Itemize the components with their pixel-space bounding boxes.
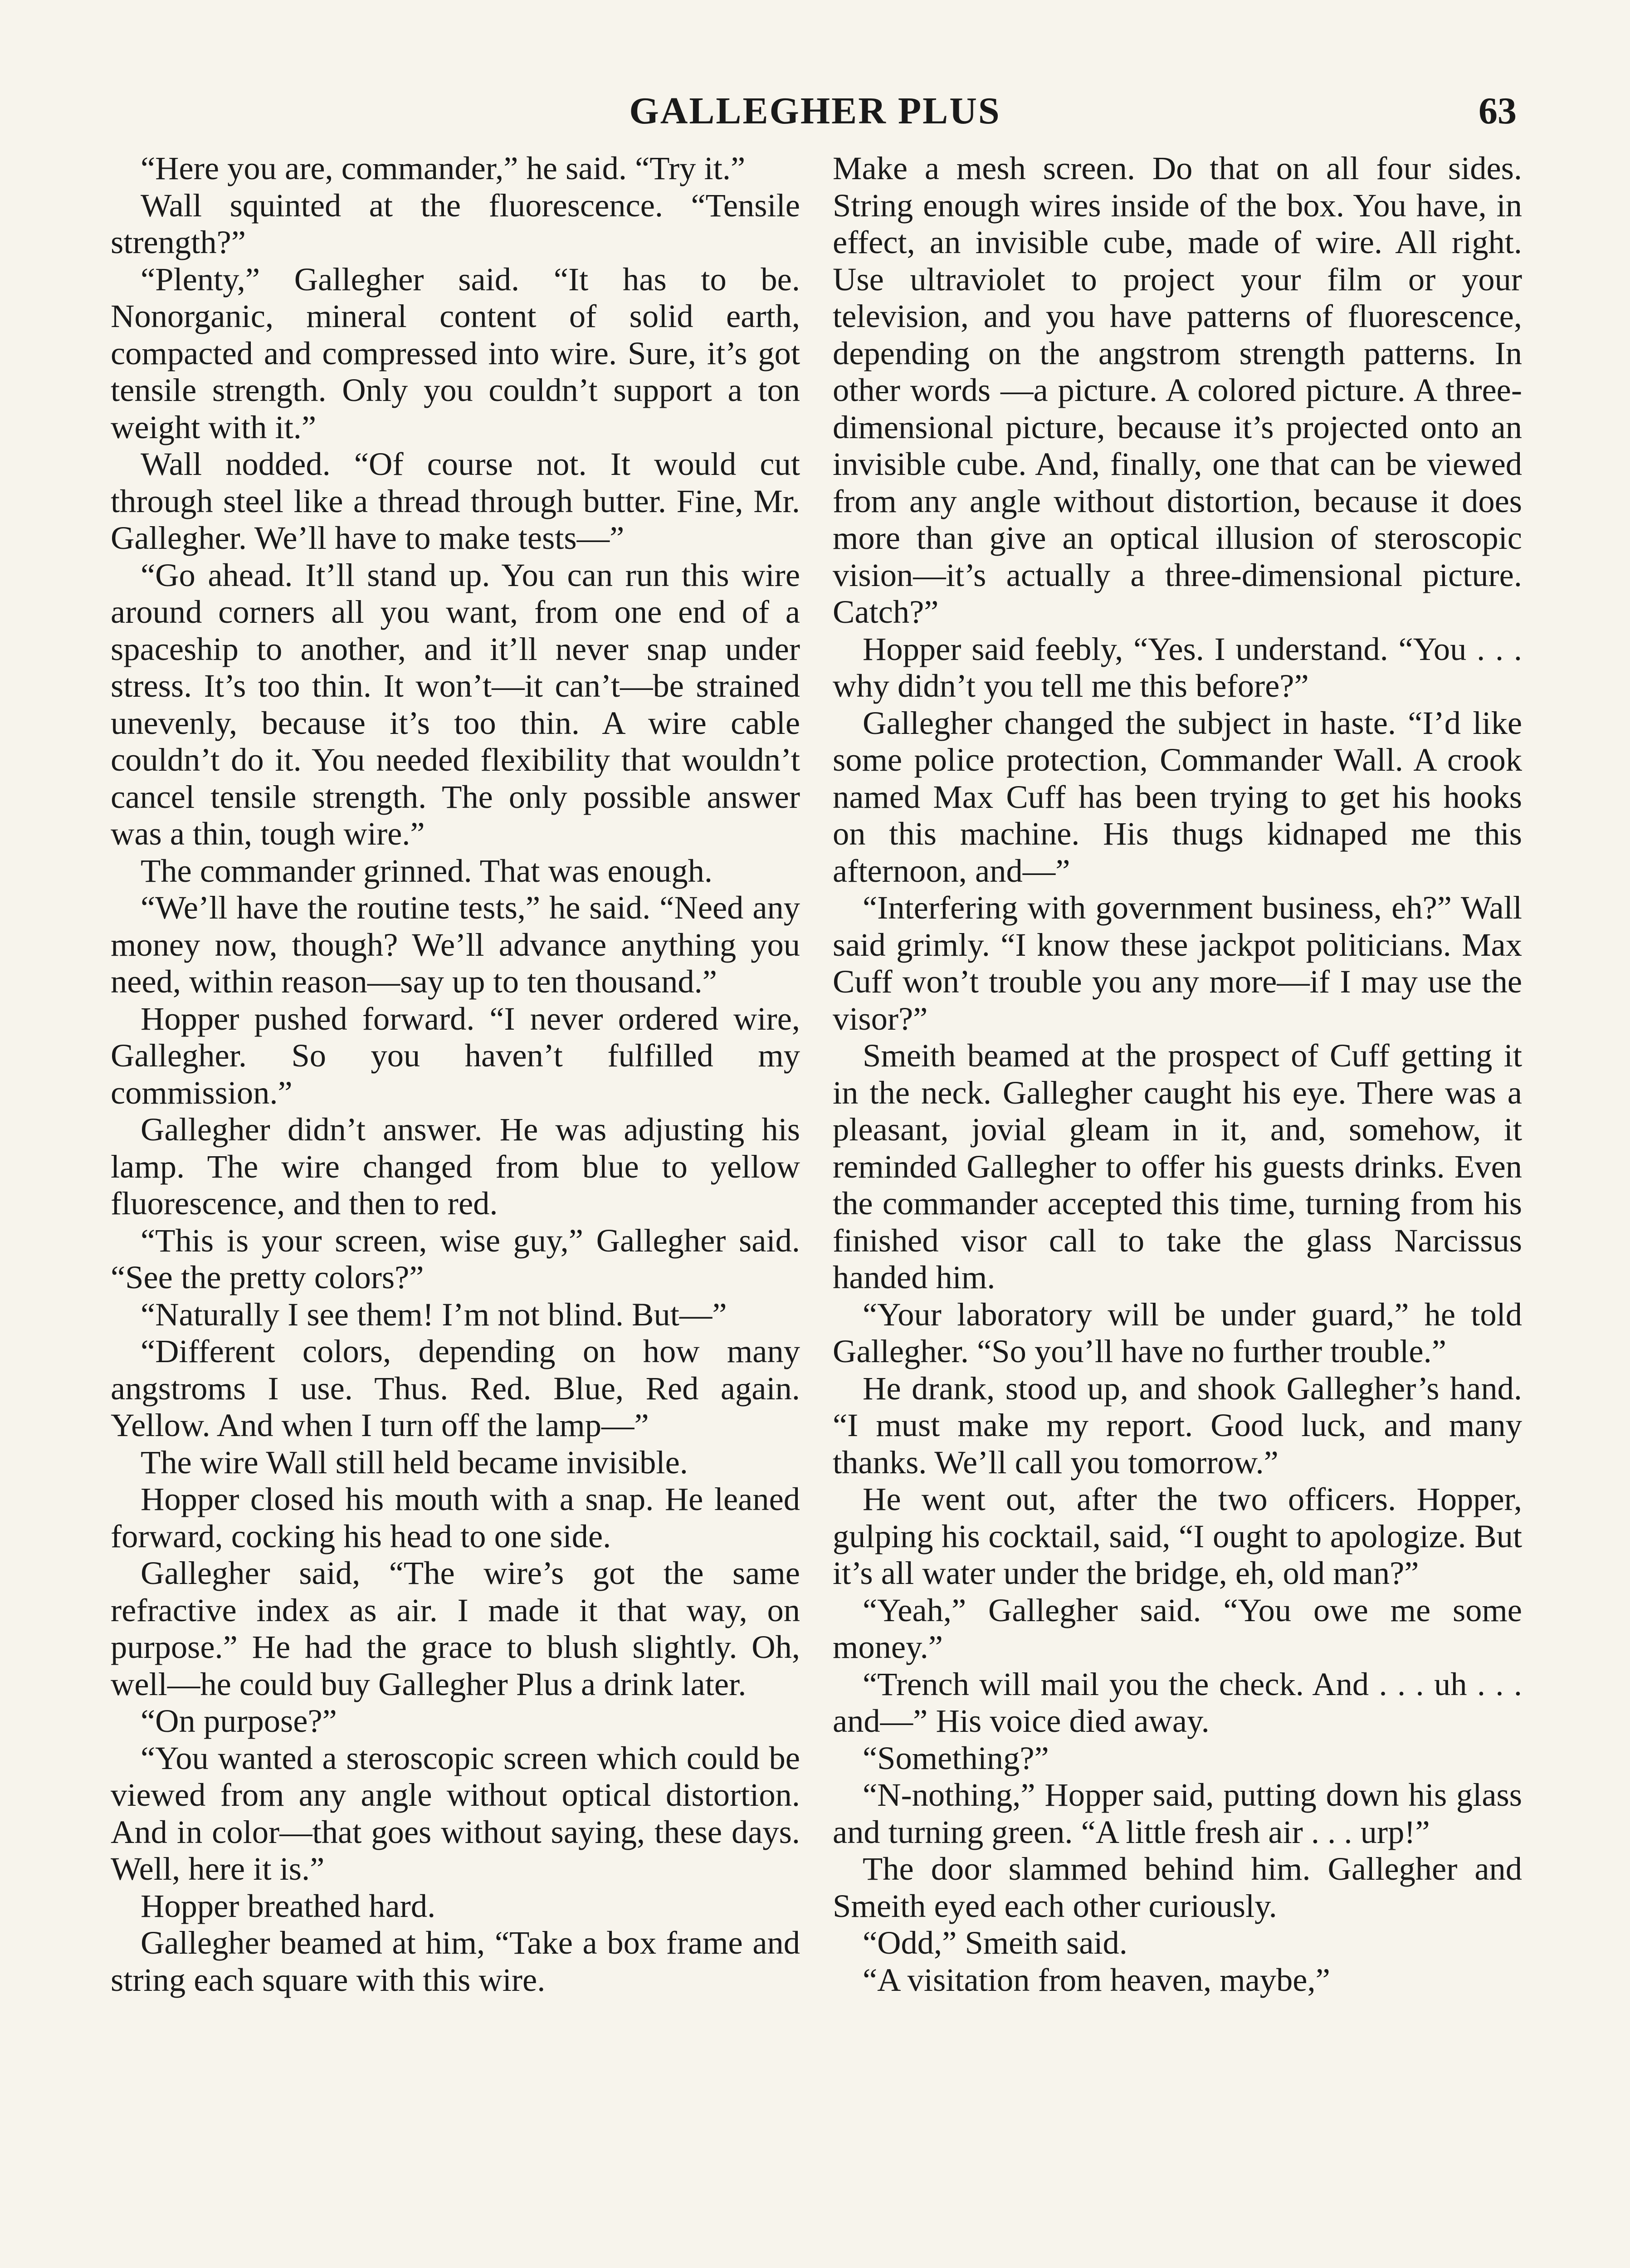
- left-column: [111, 150, 800, 1998]
- running-title: GALLEGHER PLUS: [629, 90, 1001, 132]
- paragraph: “Your laboratory will be under guard,” he told Gallegher. “So you’ll have no further trouble.”: [833, 1295, 1522, 1369]
- paragraph: Gallegher beamed at him, “Take a box frame and string each square with this wire.: [111, 1924, 800, 1998]
- paragraph: He drank, stood up, and shook Gallegher’s hand. “I must make my report. Good luck, and many thanks. We’ll call you tomorrow.”: [833, 1369, 1522, 1481]
- right-column: [833, 150, 1522, 1998]
- paragraph: The wire Wall still held became invisible.: [141, 1443, 688, 1481]
- page-number: 63: [1479, 90, 1517, 132]
- paragraph: Wall squinted at the fluorescence. “Tensile strength?”: [111, 186, 800, 260]
- paragraph: “You wanted a steroscopic screen which could be viewed from any angle without optical distortion. And in color—that goes without saying, these days. Well, here it is.”: [111, 1739, 800, 1887]
- paragraph: “On purpose?”: [141, 1702, 337, 1739]
- paragraph: Hopper pushed forward. “I never ordered wire, Gallegher. So you haven’t fulfilled my commission.”: [111, 1000, 800, 1111]
- paragraph: Wall nodded. “Of course not. It would cut through steel like a thread through butter. Fine, Mr. Gallegher. We’ll have to make tests—”: [111, 445, 800, 556]
- paragraph: “A visitation from heaven, maybe,”: [863, 1961, 1330, 1998]
- paragraph: “Something?”: [863, 1739, 1049, 1776]
- paragraph: Gallegher changed the subject in haste. “I’d like some police protection, Commander Wall. A crook named Max Cuff has been trying to get his hooks on this machine. His thugs kidnaped me this afternoon, and—”: [833, 704, 1522, 889]
- paragraph: “Naturally I see them! I’m not blind. But—”: [141, 1295, 727, 1333]
- paragraph: Smeith beamed at the prospect of Cuff getting it in the neck. Gallegher caught his eye. There was a pleasant, jovial gleam in it, and, somehow, it reminded Gallegher to offer his guests drinks. Even the commander accepted this time, turning from his finished visor call to take the glass Narcissus handed him.: [833, 1037, 1522, 1295]
- paragraph: “Different colors, depending on how many angstroms I use. Thus. Red. Blue, Red again. Yellow. And when I turn off the lamp—”: [111, 1333, 800, 1443]
- paragraph: “Plenty,” Gallegher said. “It has to be. Nonorganic, mineral content of solid earth, compacted and compressed into wire. Sure, it’s got tensile strength. Only you couldn’t support a ton weight with it.”: [111, 260, 800, 445]
- paragraph: “Go ahead. It’ll stand up. You can run this wire around corners all you want, from one end of a spaceship to another, and it’ll never snap under stress. It’s too thin. It won’t—it can’t—be strained unevenly, because it’s too thin. A wire cable couldn’t do it. You needed flexibility that wouldn’t cancel tensile strength. The only possible answer was a thin, tough wire.”: [111, 556, 800, 852]
- paragraph: “Odd,” Smeith said.: [863, 1924, 1127, 1961]
- paragraph: “Trench will mail you the check. And . . . uh . . . and—” His voice died away.: [833, 1665, 1522, 1739]
- paragraph: “This is your screen, wise guy,” Gallegher said. “See the pretty colors?”: [111, 1222, 800, 1295]
- paragraph: Gallegher didn’t answer. He was adjusting his lamp. The wire changed from blue to yellow fluorescence, and then to red.: [111, 1111, 800, 1222]
- page-header: [109, 89, 1521, 143]
- paragraph: He went out, after the two officers. Hopper, gulping his cocktail, said, “I ought to apologize. But it’s all water under the bridge, eh, old man?”: [833, 1481, 1522, 1591]
- paragraph: “Interfering with government business, eh?” Wall said grimly. “I know these jackpot politicians. Max Cuff won’t trouble you any more—if I may use the visor?”: [833, 889, 1522, 1037]
- paragraph: Hopper closed his mouth with a snap. He leaned forward, cocking his head to one side.: [111, 1481, 800, 1554]
- paragraph-continuation: Make a mesh screen. Do that on all four sides. String enough wires inside of the box. You have, in effect, an invisible cube, made of wire. All right. Use ultraviolet to project your film or your television, and you have patterns of fluorescence, depending on the angstrom strength patterns. In other words —a picture. A colored picture. A three-dimensional picture, because it’s projected onto an invisible cube. And, finally, one that can be viewed from any angle without distortion, because it does more than give an optical illusion of steroscopic vision—it’s actually a three-dimensional picture. Catch?”: [833, 150, 1522, 630]
- paragraph: The door slammed behind him. Gallegher and Smeith eyed each other curiously.: [833, 1850, 1522, 1924]
- paragraph: Hopper breathed hard.: [141, 1887, 436, 1924]
- paragraph: The commander grinned. That was enough.: [141, 852, 713, 889]
- paragraph: “We’ll have the routine tests,” he said. “Need any money now, though? We’ll advance anything you need, within reason—say up to ten thousand.”: [111, 889, 800, 1000]
- paragraph: Gallegher said, “The wire’s got the same refractive index as air. I made it that way, on purpose.” He had the grace to blush slightly. Oh, well—he could buy Gallegher Plus a drink later.: [111, 1554, 800, 1702]
- paragraph: Hopper said feebly, “Yes. I understand. “You . . . why didn’t you tell me this before?”: [833, 630, 1522, 704]
- paragraph: “Yeah,” Gallegher said. “You owe me some money.”: [833, 1591, 1522, 1665]
- paragraph: “Here you are, commander,” he said. “Try it.”: [141, 150, 746, 186]
- paragraph: “N-nothing,” Hopper said, putting down his glass and turning green. “A little fresh air . . . urp!”: [833, 1776, 1522, 1850]
